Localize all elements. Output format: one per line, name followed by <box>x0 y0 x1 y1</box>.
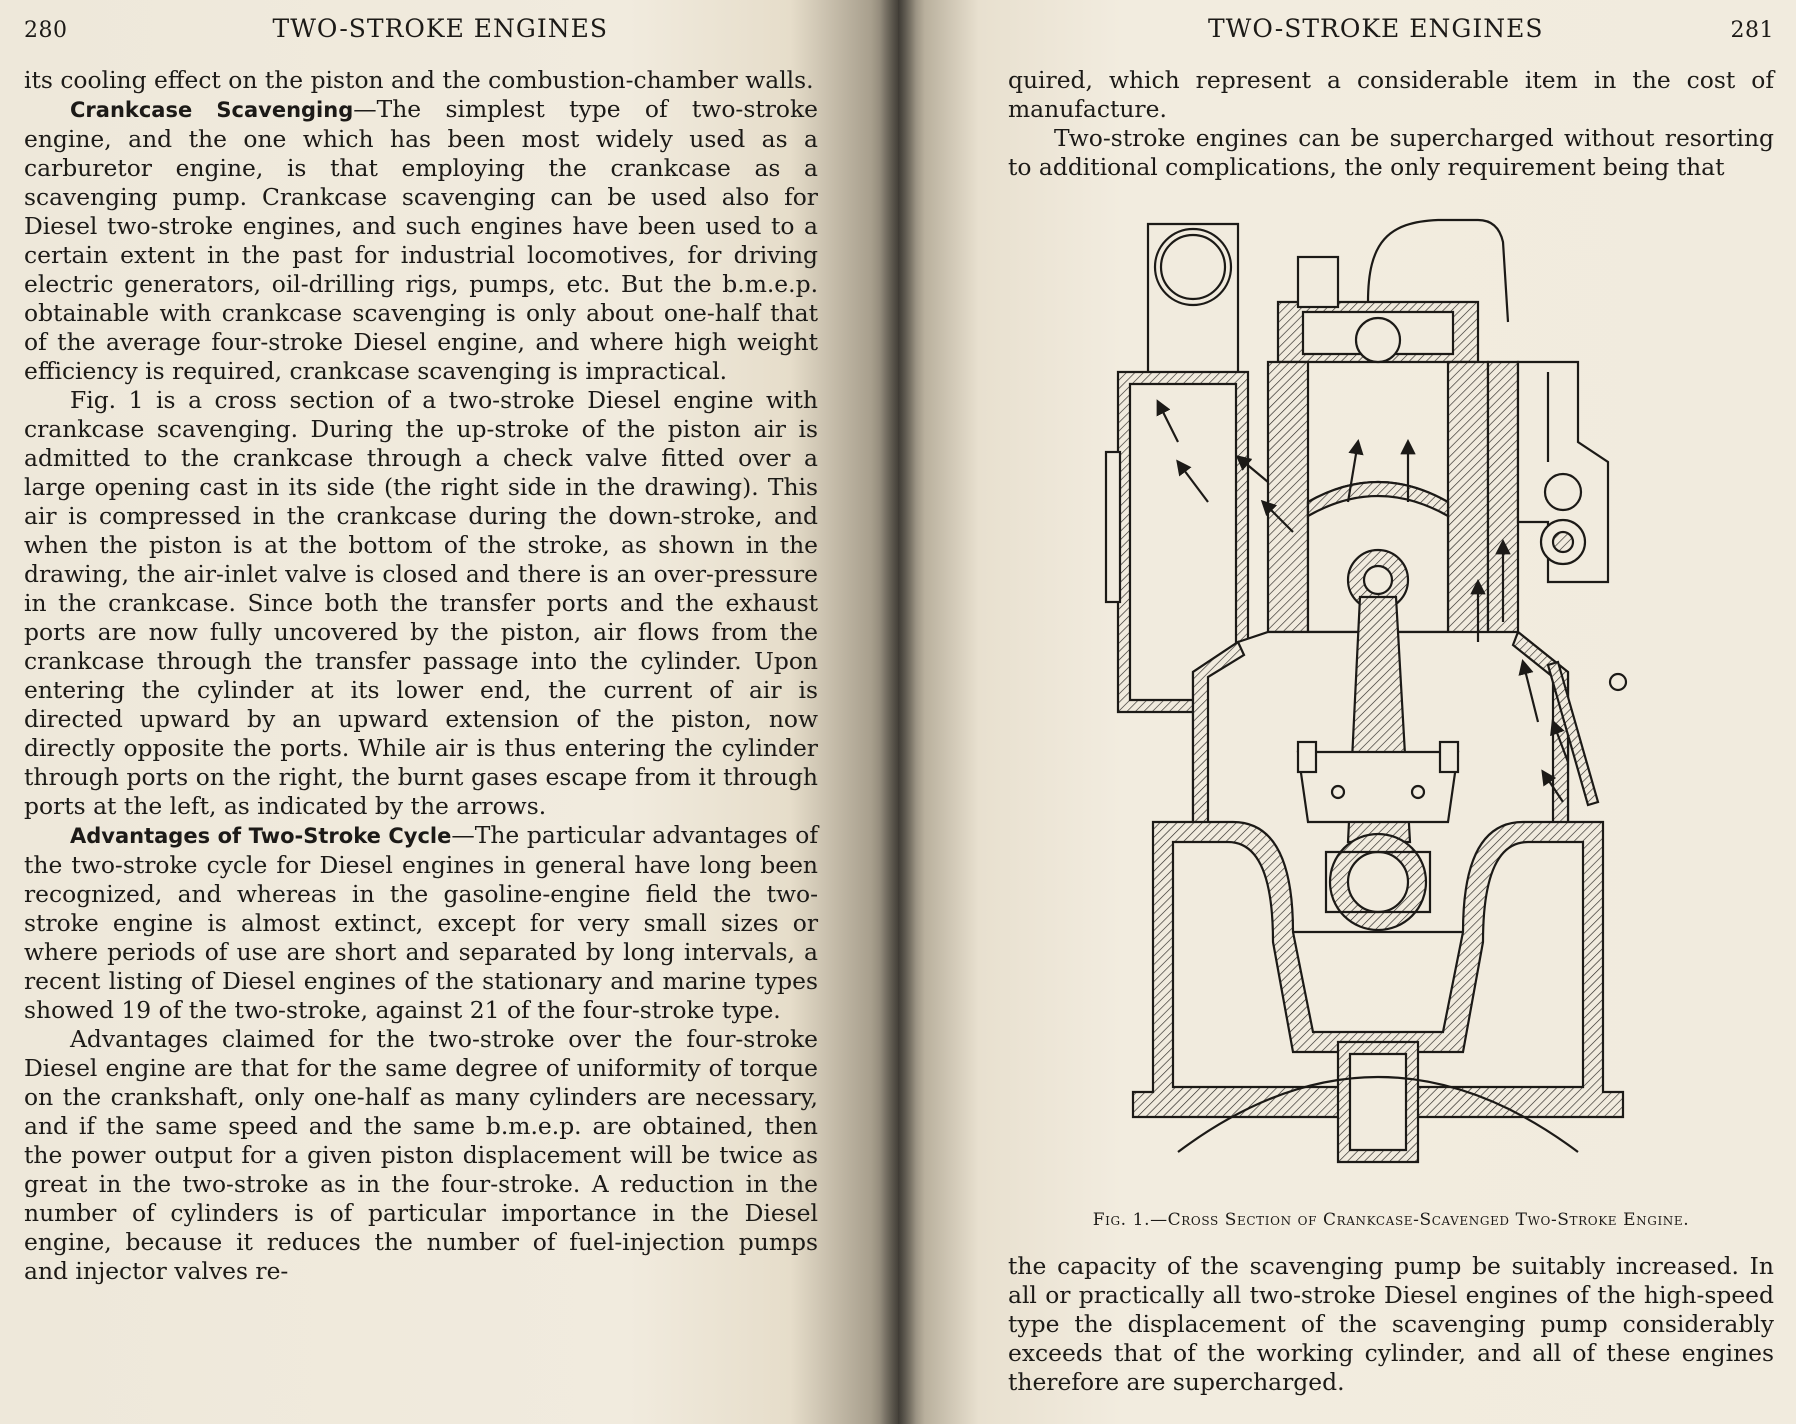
paragraph-supercharged: Two-stroke engines can be supercharged without resorting to additional complications, the only requirement being that <box>1008 124 1774 181</box>
paragraph-cooling: its cooling effect on the piston and the combustion-chamber walls. <box>24 66 814 94</box>
right-page <box>898 0 1796 1424</box>
paragraph-fig1-description: Fig. 1 is a cross section of a two-stroke Diesel engine with crankcase scavenging. During the up-stroke of the piston air is admitted to the crankcase through a check valve fitted over a large opening cast in its side (the right side in the drawing). This air is compressed in the crankcase during the down-stroke, and when the piston is at the bottom of the stroke, as shown in the drawing, the air-inlet valve is closed and there is an over-pressure in the crankcase. Since both the transfer ports and the exhaust ports are now fully uncovered by the piston, air flows from the crankcase through the transfer passage into the cylinder. Upon entering the cylinder at its lower end, the current of air is directed upward by an upward extension of the piston, now directly opposite the ports. While air is thus entering the cylinder through ports on the right, the burnt gases escape from it through ports at the left, as indicated by the arrows. <box>24 386 818 820</box>
left-page-body <box>24 66 818 1286</box>
right-page-body-bottom <box>1008 1252 1774 1397</box>
paragraph-advantages-claimed: Advantages claimed for the two-stroke over the four-stroke Diesel engine are that for the same degree of uniformity of torque on the crankshaft, only one-half as many cylinders are necessary, and if the same speed and the same b.m.e.p. are obtained, then the power output for a given piston displacement will be twice as great in the two-stroke as in the four-stroke. A reduction in the number of cylinders is of particular importance in the Diesel engine, because it reduces the number of fuel-injection pumps and injector valves re- <box>24 1025 818 1285</box>
crankcase-scavenging-body: —The simplest type of two-stroke engine, and the one which has been most widely used as a carburetor engine, is that employing the crankcase as a scavenging pump. Crankcase scavenging can be used also for Diesel two-stroke engines, and such engines have been used to a certain extent in the past for industrial locomotives, for driving electric generators, oil-drilling rigs, pumps, etc. But the b.m.e.p. obtainable with crankcase scavenging is only about one-half that of the average four-stroke Diesel engine, and where high weight efficiency is required, crankcase scavenging is impractical. <box>24 95 819 385</box>
left-running-head: TWO-STROKE ENGINES <box>272 14 608 43</box>
right-running-head: TWO-STROKE ENGINES <box>1208 14 1544 43</box>
paragraph-crankcase-scavenging <box>24 95 818 386</box>
heading-advantages: Advantages of Two-Stroke Cycle <box>70 824 452 848</box>
right-page-body-top <box>1008 66 1774 182</box>
paragraph-quired: quired, which represent a considerable item in the cost of manufacture. <box>1008 66 1774 123</box>
right-page-number: 281 <box>1730 18 1774 43</box>
heading-crankcase-scavenging: Crankcase Scavenging <box>70 98 354 122</box>
engine-cross-section-figure <box>1008 202 1774 1230</box>
left-page-number: 280 <box>24 18 68 43</box>
engine-drawing <box>1008 202 1774 1202</box>
paragraph-advantages <box>24 821 818 1025</box>
book-gutter <box>880 0 916 1424</box>
left-page-header <box>24 14 818 66</box>
paragraph-capacity: the capacity of the scavenging pump be suitably increased. In all or practically all two-stroke Diesel engines of the high-speed type the displacement of the scavenging pump considerably exceeds that of the working cylinder, and all of these engines therefore are supercharged. <box>1008 1252 1774 1396</box>
right-page-header <box>1008 14 1774 66</box>
advantages-body: —The particular advantages of the two-stroke cycle for Diesel engines in general have long been recognized, and whereas in the gasoline-engine field the two-stroke engine is almost extinct, except for very small sizes or where periods of use are short and separated by long intervals, a recent listing of Diesel engines of the stationary and marine types showed 19 of the two-stroke, against 21 of the four-stroke type. <box>24 821 818 1024</box>
figure-caption: Fig. 1.—Cross Section of Crankcase-Scavenged Two-Stroke Engine. <box>1092 1210 1690 1230</box>
